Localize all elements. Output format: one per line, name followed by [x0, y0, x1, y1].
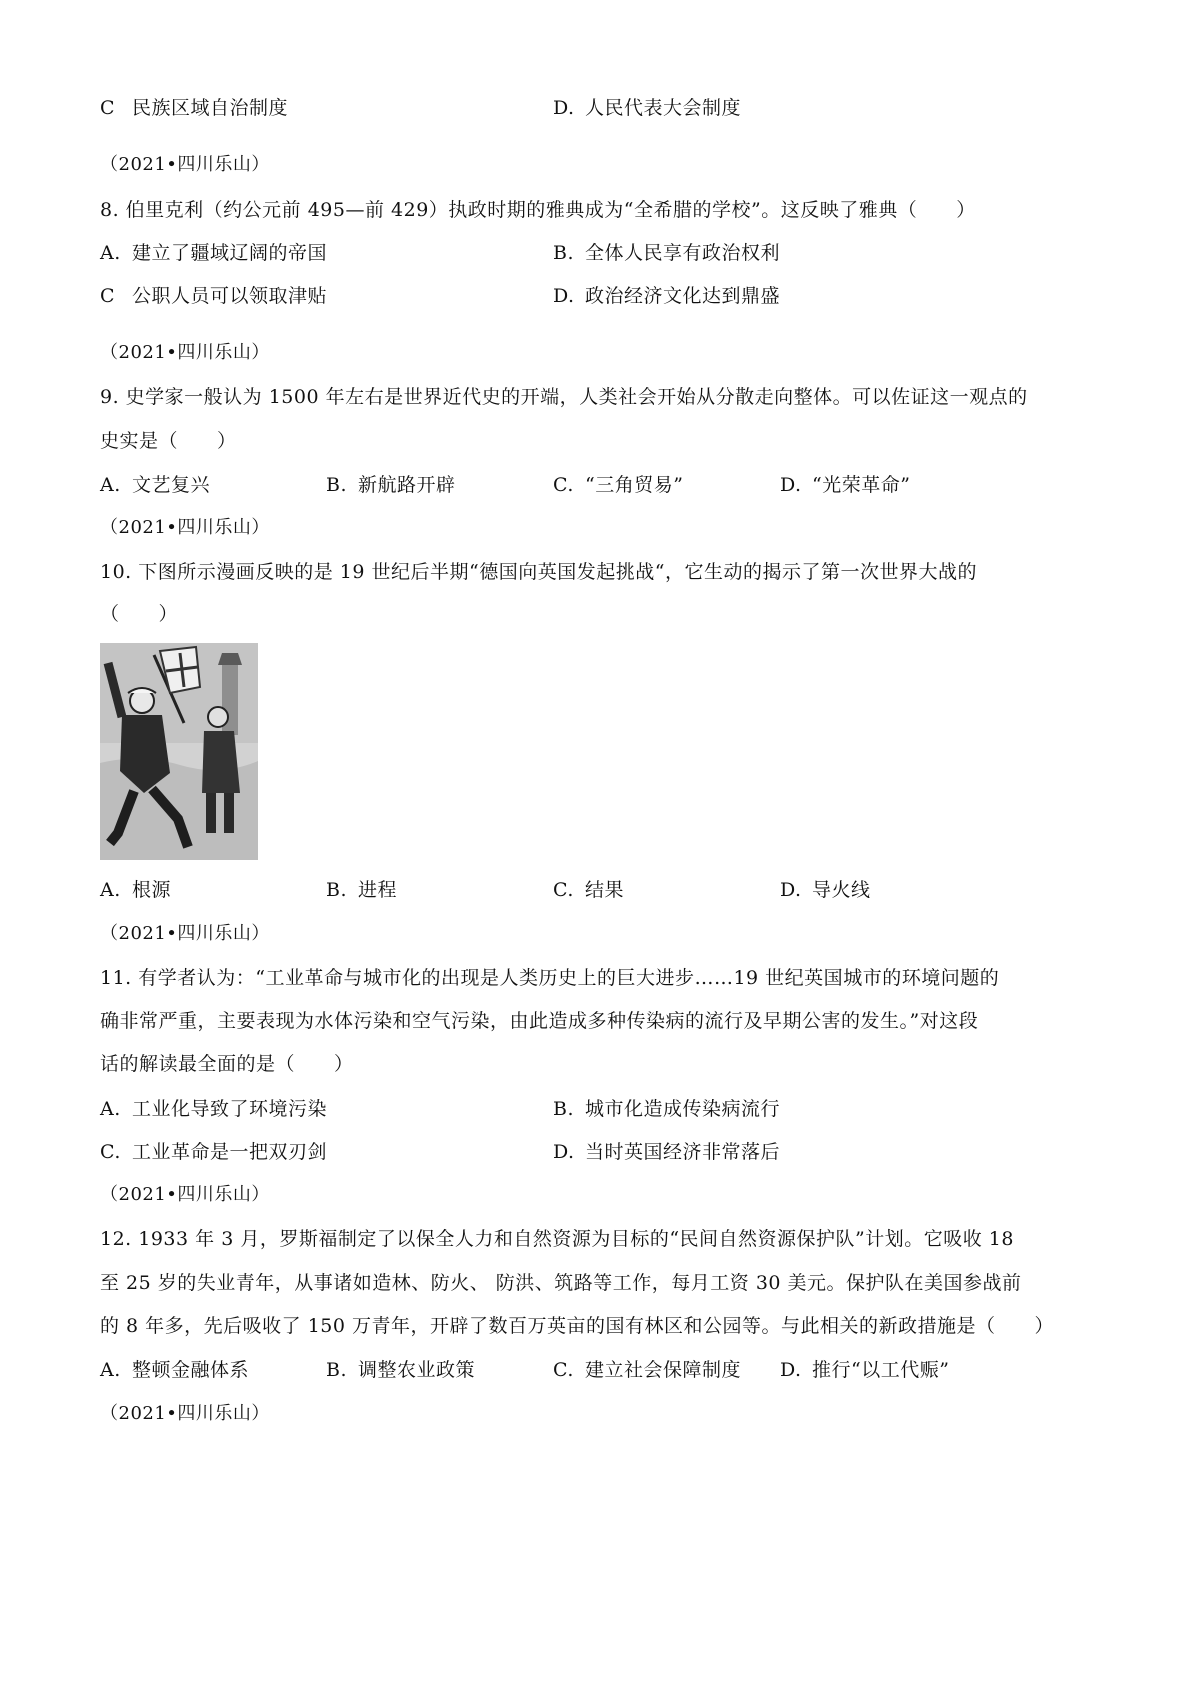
- q10-option-c: C. 结果: [553, 879, 625, 901]
- q9-stem-line2: 史实是（ ）: [100, 430, 237, 452]
- q9-option-c: C. “三角贸易”: [553, 474, 684, 496]
- q8-option-a: A. 建立了疆域辽阔的帝国: [100, 242, 328, 264]
- q8-option-b: B. 全体人民享有政治权利: [553, 242, 781, 264]
- q9-option-a: A. 文艺复兴: [100, 474, 211, 496]
- q11-source: （2021•四川乐山）: [100, 923, 270, 944]
- q11-option-b: B. 城市化造成传染病流行: [553, 1098, 781, 1120]
- q12-stem-line1: 12. 1933 年 3 月，罗斯福制定了以保全人力和自然资源为目标的“民间自然资源保护队”计划。它吸收 18: [100, 1228, 1014, 1250]
- q8-stem: 8. 伯里克利（约公元前 495—前 429）执政时期的雅典成为“全希腊的学校”。这反映了雅典（ ）: [100, 199, 976, 221]
- q12-option-b: B. 调整农业政策: [326, 1359, 476, 1381]
- q11-option-c: C. 工业革命是一把双刃剑: [100, 1141, 328, 1163]
- cartoon-illustration: [100, 643, 258, 860]
- q10-stem-line2: （ ）: [100, 603, 179, 625]
- cartoon-image: [100, 643, 258, 860]
- q11-stem-line3: 话的解读最全面的是（ ）: [100, 1053, 354, 1075]
- q11-stem-line1: 11. 有学者认为：“工业革命与城市化的出现是人类历史上的巨大进步……19 世纪英国城市的环境问题的: [100, 967, 1000, 989]
- q12-stem-line3: 的 8 年多，先后吸收了 150 万青年，开辟了数百万英亩的国有林区和公园等。与此相关的新政措施是（ ）: [100, 1315, 1055, 1337]
- q9-source: （2021•四川乐山）: [100, 342, 270, 363]
- q8-source: （2021•四川乐山）: [100, 154, 270, 175]
- q7-option-c: C 民族区域自治制度: [100, 97, 289, 119]
- q10-stem-line1: 10. 下图所示漫画反映的是 19 世纪后半期“德国向英国发起挑战“，它生动的揭示了第一次世界大战的: [100, 561, 977, 583]
- q12-next-source: （2021•四川乐山）: [100, 1403, 270, 1424]
- q10-option-d: D. 导火线: [780, 879, 871, 901]
- q12-option-c: C. 建立社会保障制度: [553, 1359, 742, 1381]
- q10-option-a: A. 根源: [100, 879, 172, 901]
- q12-option-d: D. 推行“以工代赈”: [780, 1359, 950, 1381]
- q11-option-a: A. 工业化导致了环境污染: [100, 1098, 328, 1120]
- q8-option-d: D. 政治经济文化达到鼎盛: [553, 285, 781, 307]
- q7-option-d: D. 人民代表大会制度: [553, 97, 742, 119]
- q8-option-c: C 公职人员可以领取津贴: [100, 285, 328, 307]
- q10-option-b: B. 进程: [326, 879, 398, 901]
- q9-option-b: B. 新航路开辟: [326, 474, 456, 496]
- q10-source: （2021•四川乐山）: [100, 517, 270, 538]
- q12-source: （2021•四川乐山）: [100, 1184, 270, 1205]
- q9-option-d: D. “光荣革命”: [780, 474, 911, 496]
- q12-option-a: A. 整顿金融体系: [100, 1359, 250, 1381]
- q9-stem-line1: 9. 史学家一般认为 1500 年左右是世界近代史的开端，人类社会开始从分散走向整体。可以佐证这一观点的: [100, 386, 1028, 408]
- q11-option-d: D. 当时英国经济非常落后: [553, 1141, 781, 1163]
- q11-stem-line2: 确非常严重，主要表现为水体污染和空气污染，由此造成多种传染病的流行及早期公害的发生。”对这段: [100, 1010, 979, 1032]
- q12-stem-line2: 至 25 岁的失业青年，从事诸如造林、防火、 防洪、筑路等工作，每月工资 30 美元。保护队在美国参战前: [100, 1272, 1022, 1294]
